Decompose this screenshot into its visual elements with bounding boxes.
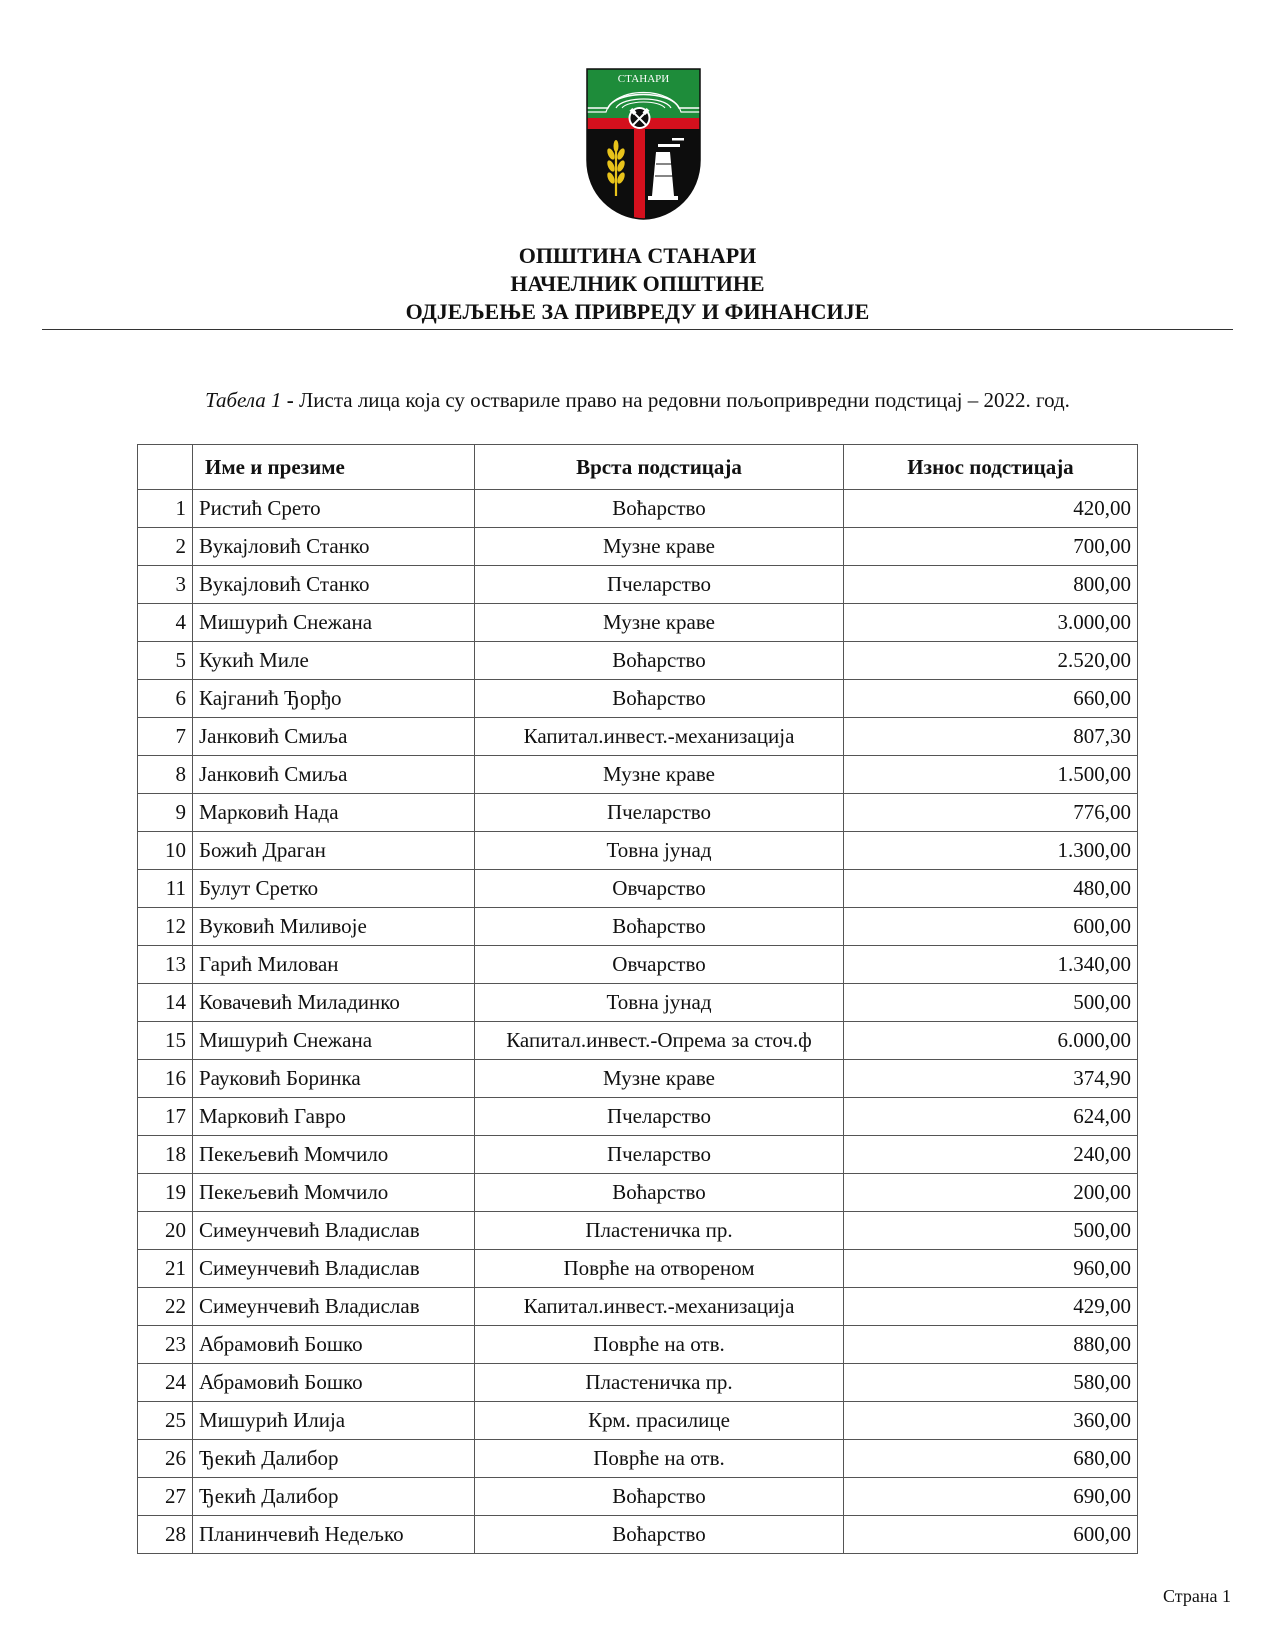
row-amount: 960,00 — [844, 1250, 1138, 1288]
row-subsidy-type: Воћарство — [475, 1516, 844, 1554]
row-amount: 240,00 — [844, 1136, 1138, 1174]
table-row — [138, 680, 1138, 718]
table-row — [138, 1250, 1138, 1288]
row-name: Вукајловић Станко — [193, 528, 475, 566]
row-name: Кајганић Ђорђо — [193, 680, 475, 718]
row-subsidy-type: Музне краве — [475, 528, 844, 566]
row-amount: 776,00 — [844, 794, 1138, 832]
table-row — [138, 1060, 1138, 1098]
row-number: 1 — [138, 490, 193, 528]
row-amount: 374,90 — [844, 1060, 1138, 1098]
row-number: 12 — [138, 908, 193, 946]
header-amount: Износ подстицаја — [844, 445, 1138, 490]
table-row — [138, 1516, 1138, 1554]
header-number — [138, 445, 193, 490]
row-amount: 680,00 — [844, 1440, 1138, 1478]
subsidy-table — [137, 444, 1138, 1554]
row-subsidy-type: Музне краве — [475, 604, 844, 642]
row-number: 20 — [138, 1212, 193, 1250]
row-name: Симеунчевић Владислав — [193, 1288, 475, 1326]
table-row — [138, 1402, 1138, 1440]
table-row — [138, 984, 1138, 1022]
row-amount: 600,00 — [844, 1516, 1138, 1554]
row-subsidy-type: Товна јунад — [475, 984, 844, 1022]
row-amount: 500,00 — [844, 1212, 1138, 1250]
row-name: Ђекић Далибор — [193, 1440, 475, 1478]
row-amount: 420,00 — [844, 490, 1138, 528]
row-subsidy-type: Воћарство — [475, 490, 844, 528]
row-subsidy-type: Воћарство — [475, 680, 844, 718]
row-name: Марковић Гавро — [193, 1098, 475, 1136]
row-amount: 690,00 — [844, 1478, 1138, 1516]
page-number: Страна 1 — [1163, 1586, 1231, 1606]
table-row — [138, 1212, 1138, 1250]
table-row — [138, 946, 1138, 984]
row-number: 26 — [138, 1440, 193, 1478]
row-amount: 6.000,00 — [844, 1022, 1138, 1060]
row-number: 17 — [138, 1098, 193, 1136]
row-name: Рауковић Боринка — [193, 1060, 475, 1098]
table-row — [138, 1478, 1138, 1516]
row-subsidy-type: Капитал.инвест.-механизација — [475, 1288, 844, 1326]
row-name: Ђекић Далибор — [193, 1478, 475, 1516]
row-subsidy-type: Воћарство — [475, 908, 844, 946]
row-subsidy-type: Музне краве — [475, 1060, 844, 1098]
row-amount: 624,00 — [844, 1098, 1138, 1136]
row-number: 23 — [138, 1326, 193, 1364]
row-number: 3 — [138, 566, 193, 604]
row-name: Булут Сретко — [193, 870, 475, 908]
row-subsidy-type: Крм. прасилице — [475, 1402, 844, 1440]
row-name: Божић Драган — [193, 832, 475, 870]
row-subsidy-type: Пластеничка пр. — [475, 1364, 844, 1402]
table-row — [138, 1364, 1138, 1402]
table-row — [138, 566, 1138, 604]
row-subsidy-type: Капитал.инвест.-Опрема за сточ.ф — [475, 1022, 844, 1060]
row-amount: 880,00 — [844, 1326, 1138, 1364]
row-amount: 360,00 — [844, 1402, 1138, 1440]
row-number: 2 — [138, 528, 193, 566]
row-name: Ристић Срето — [193, 490, 475, 528]
caption-dash: - — [281, 388, 300, 412]
header-mayor: НАЧЕЛНИК ОПШТИНЕ — [510, 271, 765, 296]
table-header-row — [138, 445, 1138, 490]
caption-text: Листа лица која су оствариле право на редовни пољопривредни подстицај – 2022. год. — [299, 388, 1070, 412]
row-number: 5 — [138, 642, 193, 680]
table-row — [138, 1288, 1138, 1326]
table-row — [138, 604, 1138, 642]
row-amount: 200,00 — [844, 1174, 1138, 1212]
row-subsidy-type: Музне краве — [475, 756, 844, 794]
document-header — [0, 242, 1275, 326]
row-subsidy-type: Пчеларство — [475, 794, 844, 832]
row-number: 28 — [138, 1516, 193, 1554]
row-name: Вукајловић Станко — [193, 566, 475, 604]
row-name: Мишурић Снежана — [193, 604, 475, 642]
row-amount: 807,30 — [844, 718, 1138, 756]
header-name: Име и презиме — [193, 445, 475, 490]
row-name: Јанковић Смиља — [193, 756, 475, 794]
row-amount: 480,00 — [844, 870, 1138, 908]
row-number: 10 — [138, 832, 193, 870]
row-name: Планинчевић Недељко — [193, 1516, 475, 1554]
row-number: 15 — [138, 1022, 193, 1060]
row-amount: 700,00 — [844, 528, 1138, 566]
row-name: Вуковић Миливоје — [193, 908, 475, 946]
table-row — [138, 718, 1138, 756]
table-row — [138, 642, 1138, 680]
row-subsidy-type: Воћарство — [475, 1174, 844, 1212]
row-amount: 660,00 — [844, 680, 1138, 718]
row-name: Абрамовић Бошко — [193, 1364, 475, 1402]
table-row — [138, 1440, 1138, 1478]
row-subsidy-type: Поврће на отв. — [475, 1440, 844, 1478]
row-name: Кукић Миле — [193, 642, 475, 680]
row-name: Мишурић Снежана — [193, 1022, 475, 1060]
row-number: 22 — [138, 1288, 193, 1326]
row-subsidy-type: Овчарство — [475, 946, 844, 984]
row-number: 14 — [138, 984, 193, 1022]
row-name: Пекељевић Момчило — [193, 1174, 475, 1212]
row-subsidy-type: Пластеничка пр. — [475, 1212, 844, 1250]
row-amount: 580,00 — [844, 1364, 1138, 1402]
row-name: Јанковић Смиља — [193, 718, 475, 756]
row-number: 24 — [138, 1364, 193, 1402]
row-number: 27 — [138, 1478, 193, 1516]
row-name: Мишурић Илија — [193, 1402, 475, 1440]
row-number: 11 — [138, 870, 193, 908]
row-name: Пекељевић Момчило — [193, 1136, 475, 1174]
row-subsidy-type: Поврће на отвореном — [475, 1250, 844, 1288]
table-row — [138, 1326, 1138, 1364]
row-number: 6 — [138, 680, 193, 718]
table-row — [138, 1174, 1138, 1212]
row-subsidy-type: Овчарство — [475, 870, 844, 908]
header-department: ОДЈЕЉЕЊЕ ЗА ПРИВРЕДУ И ФИНАНСИЈЕ — [405, 299, 870, 324]
row-amount: 600,00 — [844, 908, 1138, 946]
table-row — [138, 870, 1138, 908]
row-number: 16 — [138, 1060, 193, 1098]
row-subsidy-type: Товна јунад — [475, 832, 844, 870]
row-amount: 1.300,00 — [844, 832, 1138, 870]
table-row — [138, 756, 1138, 794]
row-number: 7 — [138, 718, 193, 756]
header-municipality: ОПШТИНА СТАНАРИ — [518, 243, 757, 268]
table-row — [138, 794, 1138, 832]
row-subsidy-type: Пчеларство — [475, 1098, 844, 1136]
row-subsidy-type: Воћарство — [475, 642, 844, 680]
row-amount: 2.520,00 — [844, 642, 1138, 680]
row-number: 4 — [138, 604, 193, 642]
row-number: 9 — [138, 794, 193, 832]
row-name: Ковачевић Миладинко — [193, 984, 475, 1022]
row-name: Абрамовић Бошко — [193, 1326, 475, 1364]
crest-text: СТАНАРИ — [617, 73, 670, 85]
header-divider — [42, 329, 1233, 330]
caption-label: Табела 1 — [205, 388, 282, 412]
row-number: 18 — [138, 1136, 193, 1174]
table-row — [138, 1136, 1138, 1174]
row-subsidy-type: Капитал.инвест.-механизација — [475, 718, 844, 756]
table-row — [138, 1022, 1138, 1060]
row-subsidy-type: Пчеларство — [475, 566, 844, 604]
row-name: Симеунчевић Владислав — [193, 1250, 475, 1288]
row-amount: 3.000,00 — [844, 604, 1138, 642]
row-number: 25 — [138, 1402, 193, 1440]
row-subsidy-type: Воћарство — [475, 1478, 844, 1516]
row-number: 8 — [138, 756, 193, 794]
row-number: 21 — [138, 1250, 193, 1288]
table-row — [138, 490, 1138, 528]
row-name: Симеунчевић Владислав — [193, 1212, 475, 1250]
row-number: 19 — [138, 1174, 193, 1212]
table-caption — [0, 388, 1275, 413]
table-row — [138, 528, 1138, 566]
table-row — [138, 1098, 1138, 1136]
row-name: Гарић Милован — [193, 946, 475, 984]
row-name: Марковић Нада — [193, 794, 475, 832]
row-subsidy-type: Поврће на отв. — [475, 1326, 844, 1364]
row-amount: 500,00 — [844, 984, 1138, 1022]
row-subsidy-type: Пчеларство — [475, 1136, 844, 1174]
row-amount: 800,00 — [844, 566, 1138, 604]
header-type: Врста подстицаја — [475, 445, 844, 490]
municipal-crest-logo — [586, 68, 701, 220]
row-amount: 1.500,00 — [844, 756, 1138, 794]
row-amount: 1.340,00 — [844, 946, 1138, 984]
row-number: 13 — [138, 946, 193, 984]
row-amount: 429,00 — [844, 1288, 1138, 1326]
table-row — [138, 832, 1138, 870]
table-row — [138, 908, 1138, 946]
